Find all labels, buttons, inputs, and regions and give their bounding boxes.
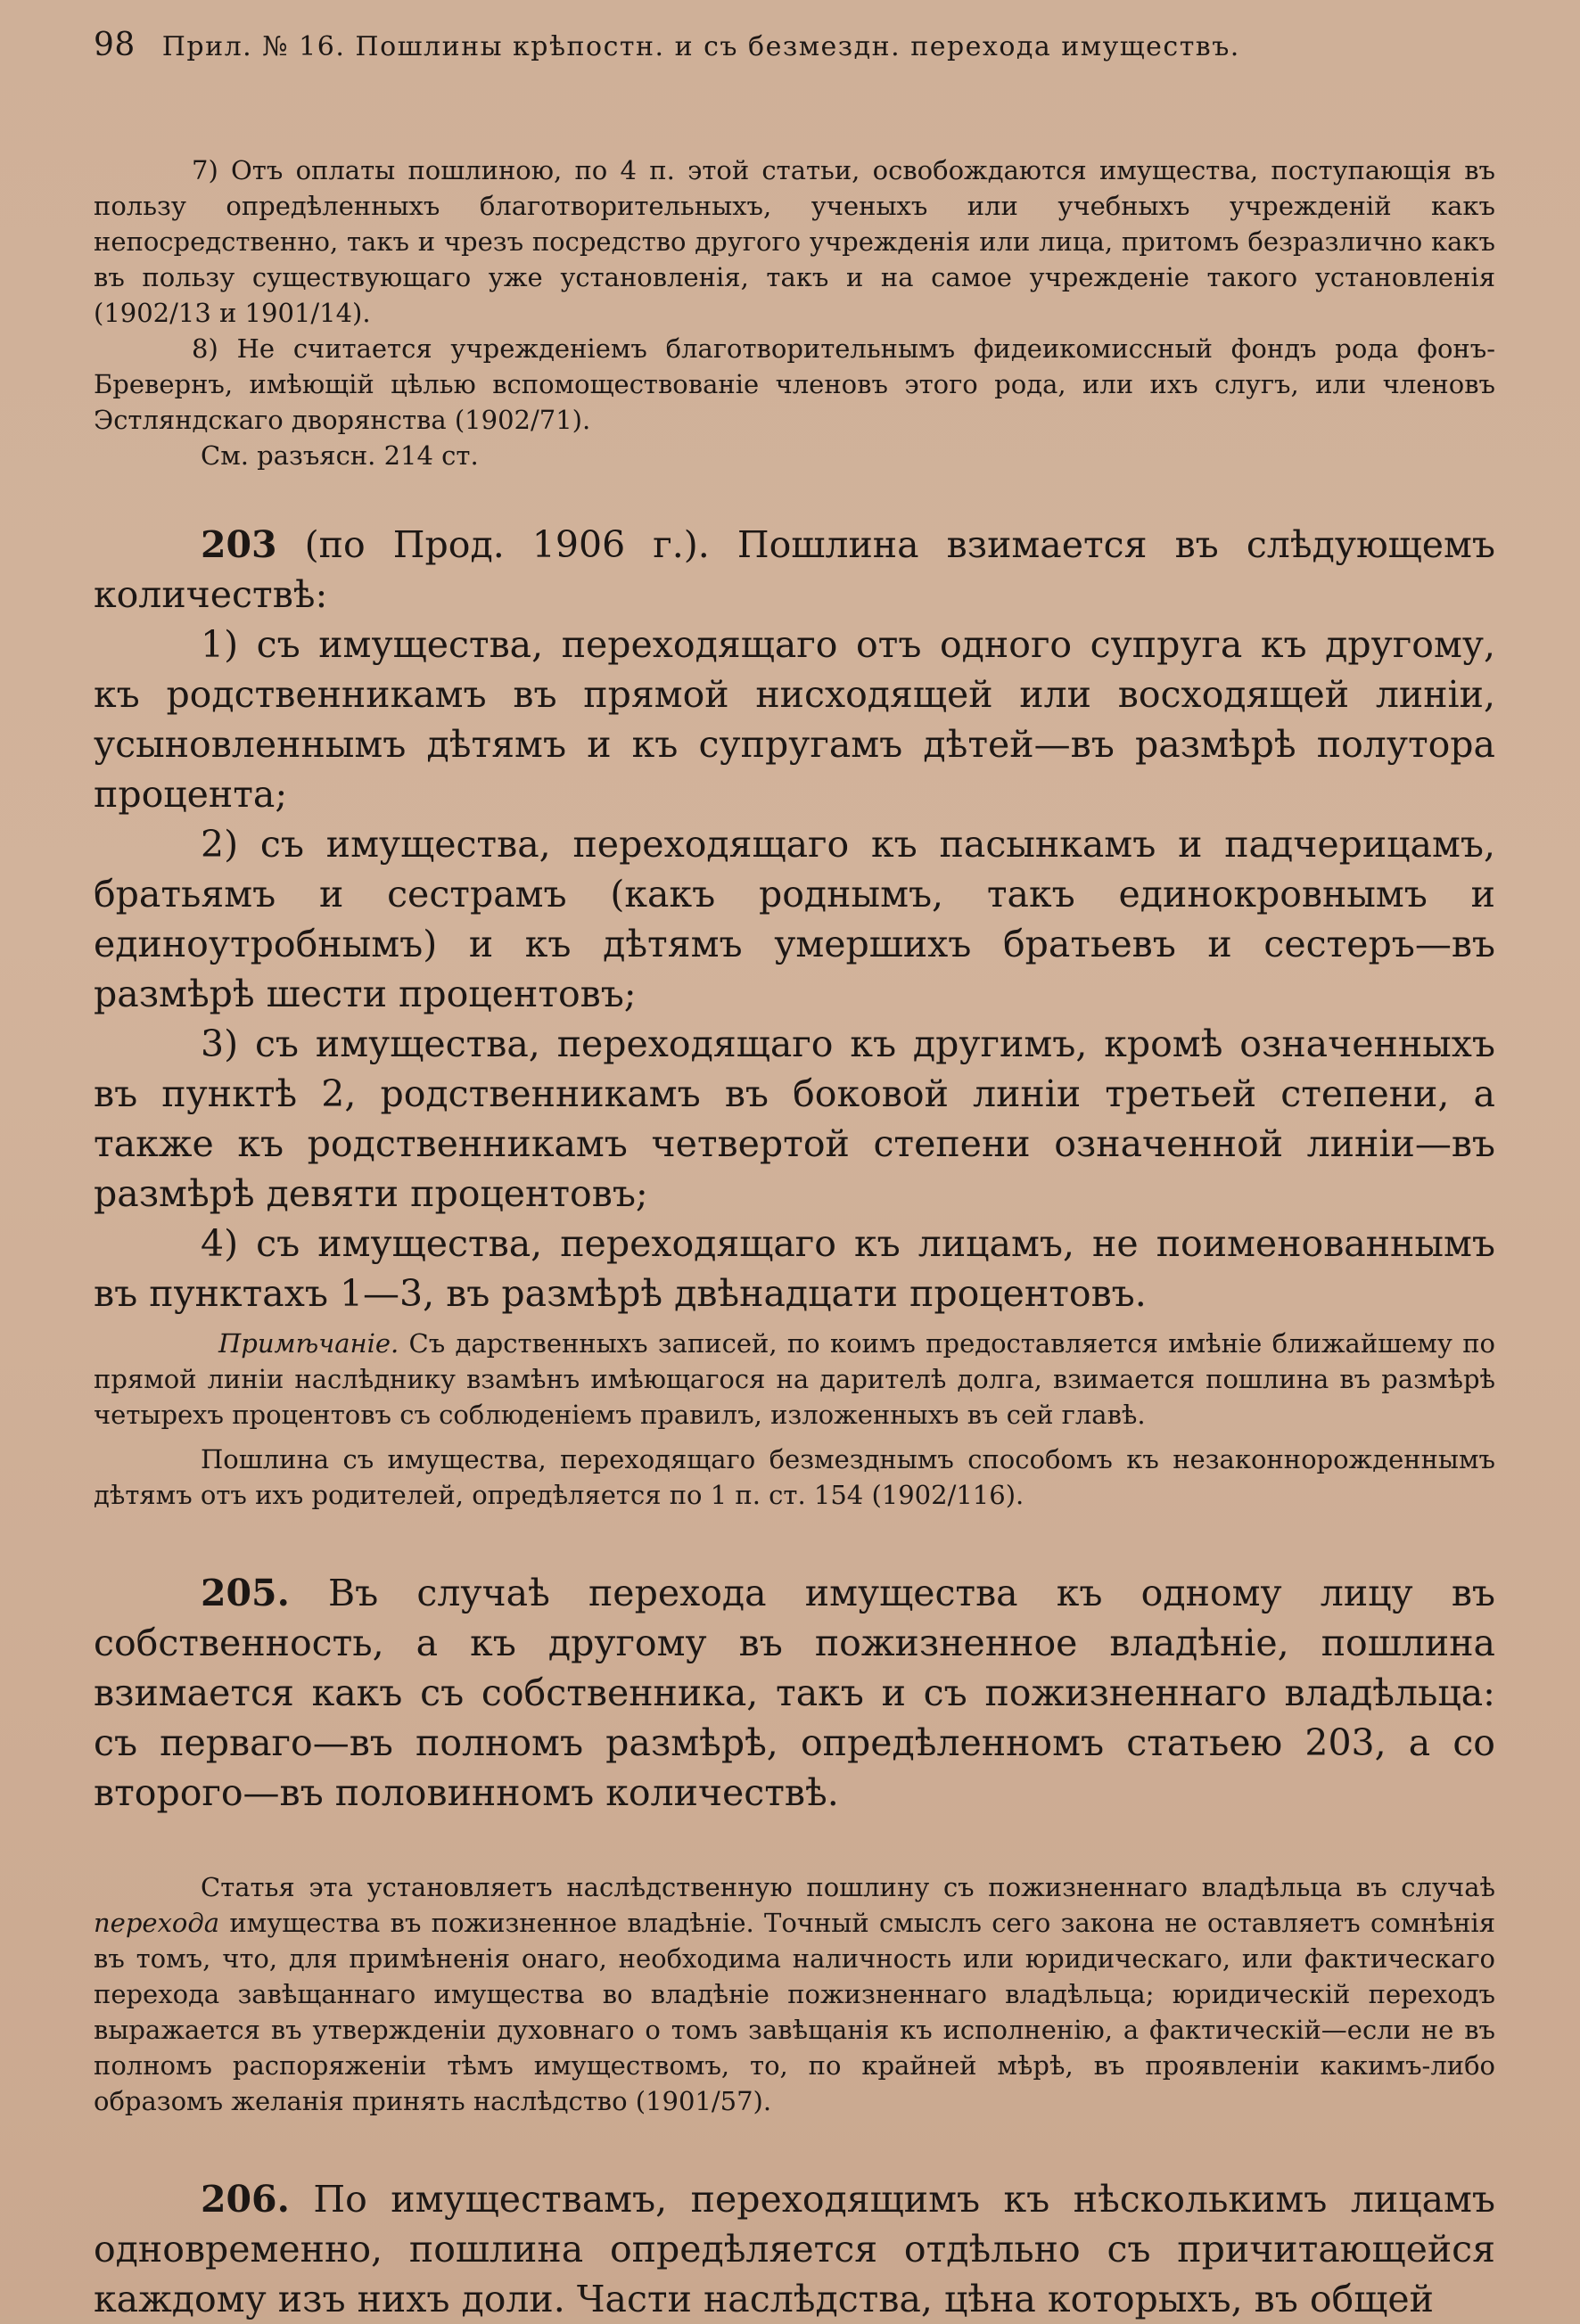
running-header <box>94 27 1495 63</box>
commentary-text-before: Статья эта установляетъ наслѣдственную пошлину съ пожизненнаго владѣльца въ случаѣ <box>201 1872 1495 1902</box>
note-text: Съ дарственныхъ записей, по коимъ предоставляется имѣніе ближайшему по прямой линіи наслѣднику взамѣнъ имѣющагося на дарителѣ долга, взимается пошлина въ размѣрѣ четырехъ процентовъ съ соблюденіемъ правилъ, изложенныхъ въ сей главѣ. <box>94 1328 1495 1430</box>
article-203-intro-text: (по Прод. 1906 г.). Пошлина взимается въ слѣдующемъ количествѣ: <box>94 523 1495 616</box>
note-paragraph-illegitimate: Пошлина съ имущества, переходящаго безмезднымъ способомъ къ незаконнорожденнымъ дѣтямъ отъ ихъ родителей, опредѣляется по 1 п. ст. 154 (1902/116). <box>94 1444 1495 1510</box>
article-205-text <box>94 1568 1495 1818</box>
article-203-item-4: 4) съ имущества, переходящаго къ лицамъ, не поименованнымъ въ пунктахъ 1—3, въ размѣрѣ двѣнадцати процентовъ. <box>94 1222 1495 1315</box>
page-number: 98 <box>94 27 136 63</box>
note-paragraph-8: 8) Не считается учрежденіемъ благотворительнымъ фидеикомиссный фондъ рода фонъ-Бревернъ, имѣющій цѣлью вспомоществованіе членовъ этого рода, или ихъ слугъ, или членовъ Эстляндскаго дворянства (1902/71). <box>94 333 1495 435</box>
article-206-body: По имуществамъ, переходящимъ къ нѣсколькимъ лицамъ одновременно, пошлина опредѣляется отдѣльно съ причитающейся каждому изъ нихъ доли. Части наслѣдства, цѣна которыхъ, въ общей <box>94 2178 1495 2320</box>
commentary-paragraph <box>94 1869 1495 2119</box>
commentary-emphasis: перехода <box>94 1908 220 1938</box>
note-paragraph-7: 7) Отъ оплаты пошлиною, по 4 п. этой статьи, освобождаются имущества, поступающія въ пользу опредѣленныхъ благотворительныхъ, ученыхъ или учебныхъ учрежденій какъ непосредственно, такъ и чрезъ посредство другого учрежденія или лица, притомъ безразлично какъ въ пользу существующаго уже установленія, такъ и на самое учрежденіе такого установленія (1902/13 и 1901/14). <box>94 155 1495 328</box>
article-203-item-3: 3) съ имущества, переходящаго къ другимъ, кромѣ означенныхъ въ пунктѣ 2, родственникамъ въ боковой линіи третьей степени, а также къ родственникамъ четвертой степени означенной линіи—въ размѣрѣ девяти процентовъ; <box>94 1022 1495 1215</box>
article-205 <box>94 1568 1495 1818</box>
article-206 <box>94 2174 1495 2324</box>
article-203-notes <box>94 1326 1495 1513</box>
article-206-text <box>94 2174 1495 2324</box>
article-205-commentary <box>94 1869 1495 2119</box>
commentary-text-after: имущества въ пожизненное владѣніе. Точный смыслъ сего закона не оставляетъ сомнѣнія въ томъ, что, для примѣненія онаго, необходима наличность или юридическаго, или фактическаго перехода завѣщаннаго имущества во владѣніе пожизненнаго владѣльца; юридическій переходъ выражается въ утвержденіи духовнаго о томъ завѣщанія къ исполненію, а фактическій—если не въ полномъ распоряженіи тѣмъ имуществомъ, то, по крайней мѣрѣ, въ проявленіи какимъ-либо образомъ желанія принять наслѣдство (1901/57). <box>94 1908 1495 2116</box>
note-label: Примѣчаніе. <box>218 1328 399 1359</box>
top-notes <box>94 152 1495 473</box>
article-203-item-2: 2) съ имущества, переходящаго къ пасынкамъ и падчерицамъ, братьямъ и сестрамъ (какъ роднымъ, такъ единокровнымъ и единоутробнымъ) и къ дѣтямъ умершихъ братьевъ и сестеръ—въ размѣрѣ шести процентовъ; <box>94 823 1495 1015</box>
article-205-body: Въ случаѣ перехода имущества къ одному лицу въ собственность, а къ другому въ пожизненное владѣніе, пошлина взимается какъ съ собственника, такъ и съ пожизненнаго владѣльца: съ перваго—въ полномъ размѣрѣ, опредѣленномъ статьею 203, а со второго—въ половинномъ количествѣ. <box>94 1572 1495 1814</box>
article-number: 205. <box>201 1572 290 1614</box>
article-number: 203 <box>201 523 277 566</box>
note-paragraph <box>94 1326 1495 1433</box>
article-number: 206. <box>201 2178 290 2221</box>
header-title: Прил. № 16. Пошлины крѣпостн. и съ безмездн. перехода имуществъ. <box>161 31 1240 62</box>
article-203 <box>94 520 1495 1318</box>
article-203-intro <box>94 520 1495 620</box>
article-203-item-1: 1) съ имущества, переходящаго отъ одного супруга къ другому, къ родственникамъ въ прямой нисходящей или восходящей линіи, усыновленнымъ дѣтямъ и къ супругамъ дѣтей—въ размѣрѣ полутора процента; <box>94 623 1495 816</box>
see-also-reference: См. разъясн. 214 ст. <box>201 440 479 471</box>
